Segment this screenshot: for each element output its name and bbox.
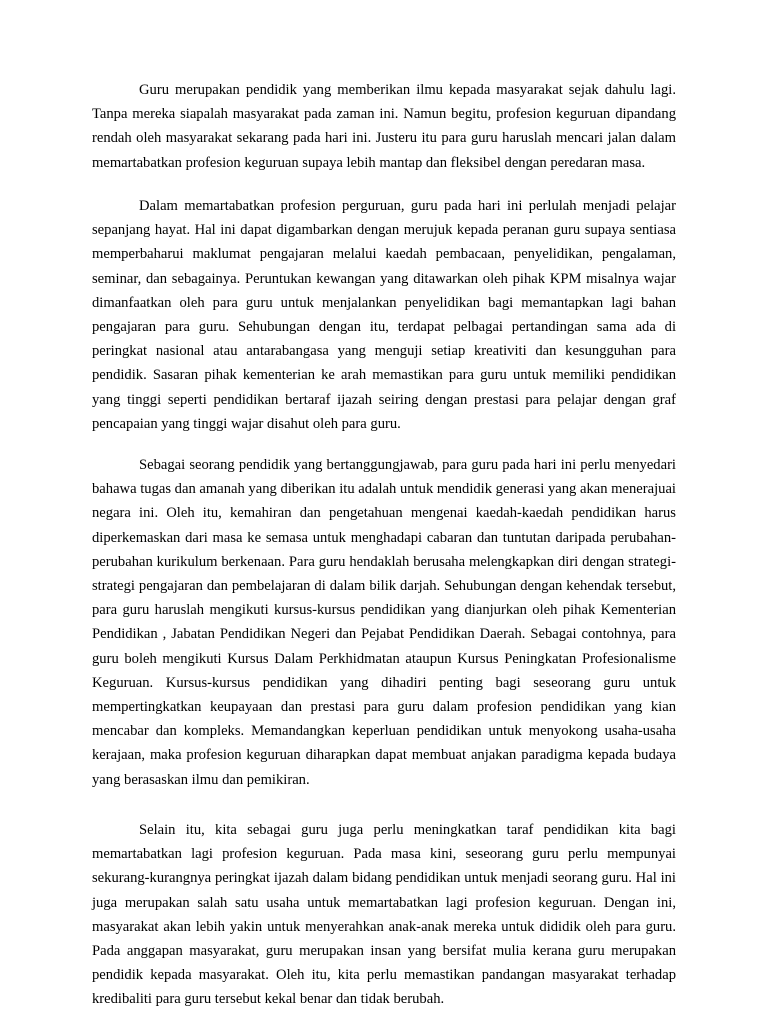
paragraph-3: Sebagai seorang pendidik yang bertanggungjawab, para guru pada hari ini perlu menyedari bahawa tugas dan amanah yang diberikan itu adalah untuk mendidik generasi yang akan menerajuai negara ini. Oleh itu, kemahiran dan pengetahuan mengenai kaedah-kaedah pendidikan harus diperkemaskan dari masa ke semasa untuk menghadapi cabaran dan tuntutan daripada perubahan-perubahan kurikulum berkenaan. Para guru hendaklah berusaha melengkapkan diri dengan strategi-strategi pengajaran dan pembelajaran di dalam bilik darjah. Sehubungan dengan kehendak tersebut, para guru haruslah mengikuti kursus-kursus pendidikan yang dianjurkan oleh pihak Kementerian Pendidikan , Jabatan Pendidikan Negeri dan Pejabat Pendidikan Daerah. Sebagai contohnya, para guru boleh mengikuti Kursus Dalam Perkhidmatan ataupun Kursus Peningkatan Profesionalisme Keguruan. Kursus-kursus pendidikan yang dihadiri penting bagi seseorang guru untuk mempertingkatkan keupayaan dan prestasi para guru dalam profesion pendidikan yang kian mencabar dan kompleks. Memandangkan keperluan pendidikan untuk menyokong usaha-usaha kerajaan, maka profesion keguruan diharapkan dapat membuat anjakan paradigma kepada budaya yang berasaskan ilmu dan pemikiran.: [92, 457, 676, 788]
paragraph-1: Guru merupakan pendidik yang memberikan ilmu kepada masyarakat sejak dahulu lagi. Tanpa mereka siapalah masyarakat pada zaman ini. Namun begitu, profesion keguruan dipandang rendah oleh masyarakat sekarang pada hari ini. Justeru itu para guru haruslah mencari jalan dalam memartabatkan profesion keguruan supaya lebih mantap dan fleksibel dengan peredaran masa.: [92, 82, 676, 171]
paragraph-2: Dalam memartabatkan profesion perguruan, guru pada hari ini perlulah menjadi pelajar sepanjang hayat. Hal ini dapat digambarkan dengan merujuk kepada peranan guru supaya sentiasa memperbaharui maklumat pengajaran melalui kaedah pembacaan, penyelidikan, pengalaman, seminar, dan sebagainya. Peruntukan kewangan yang ditawarkan oleh pihak KPM misalnya wajar dimanfaatkan oleh para guru untuk menjalankan penyelidikan bagi memantapkan lagi bahan pengajaran para guru. Sehubungan dengan itu, terdapat pelbagai pertandingan sama ada di peringkat nasional atau antarabangasa yang menguji setiap kreativiti dan kesungguhan para pendidik. Sasaran pihak kementerian ke arah memastikan para guru untuk memiliki pendidikan yang tinggi seperti pendidikan bertaraf ijazah seiring dengan prestasi para pelajar dengan graf pencapaian yang tinggi wajar disahut oleh para guru.: [92, 198, 676, 432]
paragraph-4: Selain itu, kita sebagai guru juga perlu meningkatkan taraf pendidikan kita bagi memartabatkan lagi profesion keguruan. Pada masa kini, seseorang guru perlu mempunyai sekurang-kurangnya peringkat ijazah dalam bidang pendidikan untuk menjadi seorang guru. Hal ini juga merupakan salah satu usaha untuk memartabatkan lagi profesion keguruan. Dengan ini, masyarakat akan lebih yakin untuk menyerahkan anak-anak mereka untuk dididik oleh para guru. Pada anggapan masyarakat, guru merupakan insan yang bersifat mulia kerana guru merupakan pendidik kepada masyarakat. Oleh itu, kita perlu memastikan pandangan masyarakat terhadap kredibaliti para guru tersebut kekal benar dan tidak berubah.: [92, 822, 676, 1008]
